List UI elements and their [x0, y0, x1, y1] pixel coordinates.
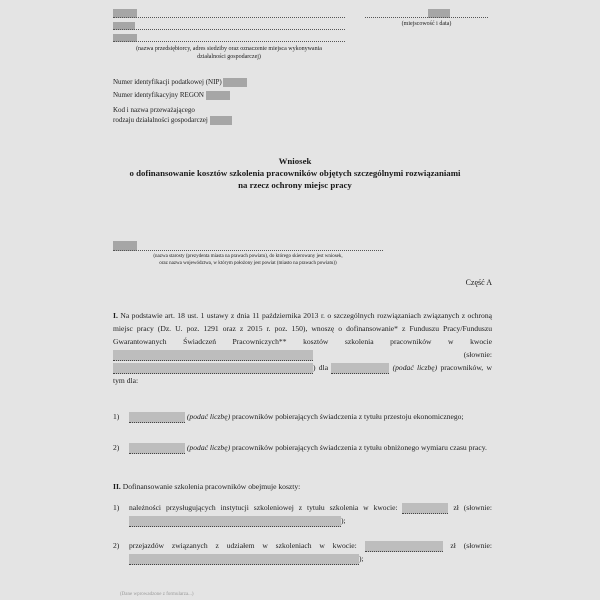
title-line1: Wniosek: [278, 156, 312, 166]
addressee-caption-line2: oraz nazwa województwa, w którym położony jest powiat (miasto na prawach powiatu)): [159, 261, 337, 266]
section-1-paragraph: Na podstawie art. 18 ust. 1 ustawy z dnia 11 października 2013 r. o szczególnych rozwiązaniach związanych z ochroną miejsc pracy (Dz. U. poz. 1291 oraz z 2015 r. poz. 150), wnoszę o dofinansowanie* z Funduszu Pracy/Funduszu Gwarantowanych Świadczeń Pracowniczych** kosztów szkolenia pracowników w kwocie: [113, 311, 492, 346]
training-fee-words-field[interactable]: [129, 516, 341, 527]
travel-cost-field[interactable]: [365, 541, 443, 552]
worker-count-field[interactable]: [331, 363, 389, 374]
section-2-intro-text: Dofinansowanie szkolenia pracowników obejmuje koszty:: [122, 482, 301, 491]
section-2-item-1-num: 1): [113, 503, 120, 512]
regon-row: [113, 90, 230, 100]
page-footer: (Dane wprowadzone z formularza...): [120, 592, 194, 597]
dla-label: ) dla: [313, 363, 329, 372]
place-date-caption: (miejscowość i data): [401, 21, 452, 27]
part-label: Część A: [465, 278, 492, 287]
title-line3: na rzecz ochrony miejsc pracy: [238, 180, 352, 190]
document-title: [95, 155, 495, 191]
addressee-caption-line1: (nazwa starosty (prezydenta miasta na prawach powiatu), do którego skierowany jest wniosek,: [153, 254, 343, 259]
item-2-text: pracowników pobierających świadczenia z tytułu obniżonego wymiaru czasu pracy.: [232, 443, 487, 452]
amount-words-field[interactable]: [113, 363, 313, 374]
section-1-item-2-num: 2): [113, 443, 120, 452]
section-2-intro: [113, 480, 492, 493]
zl-slownie-1: zł (słownie:: [453, 503, 493, 512]
item-1-text: pracowników pobierających świadczenia z tytułu przestoju ekonomicznego;: [232, 412, 464, 421]
workers-in-that: pracowników, w tym: [113, 363, 492, 385]
section-1: [113, 309, 492, 387]
company-caption: [113, 45, 345, 61]
item-1-hint: (podać liczbę): [186, 412, 231, 421]
section-2-item-1-end: );: [341, 516, 346, 525]
section-1-item-1: [113, 410, 492, 423]
zl-label-2: zł: [450, 541, 456, 550]
pkd-label-line1: Kod i nazwa przeważającego: [113, 106, 195, 114]
amount-field[interactable]: [113, 350, 313, 361]
item-2-count-field[interactable]: [129, 443, 185, 454]
company-line-2: [113, 29, 345, 30]
company-caption-line1: (nazwa przedsiębiorcy, adres siedziby oraz oznaczenie miejsca wykonywania: [136, 46, 322, 52]
slownie-label-2: (słownie:: [463, 541, 492, 550]
section-2-number: II.: [113, 482, 121, 491]
section-2-item-2: [113, 539, 492, 565]
pkd-row: [113, 105, 232, 125]
dla-colon: dla:: [126, 376, 139, 385]
pkd-label-line2: rodzaju działalności gospodarczej: [113, 116, 208, 124]
title-line2: o dofinansowanie kosztów szkolenia pracowników objętych szczególnymi rozwiązaniami: [129, 168, 461, 178]
section-2-item-2-end: );: [359, 554, 364, 563]
travel-cost-words-field[interactable]: [129, 554, 359, 565]
podac-liczbe-hint: (podać liczbę): [392, 363, 438, 372]
company-line-1: [113, 17, 345, 18]
nip-row: [113, 77, 247, 87]
section-2-item-1-text: należności przysługujących instytucji szkoleniowej z tytułu szkolenia w kwocie:: [129, 503, 398, 512]
section-1-item-1-num: 1): [113, 412, 120, 421]
nip-label: Numer identyfikacji podatkowej (NIP): [113, 78, 222, 86]
section-1-item-2: [113, 441, 492, 454]
regon-value-redacted: [206, 91, 230, 100]
addressee-caption: [113, 253, 383, 267]
nip-value-redacted: [223, 78, 247, 87]
section-2-item-1: [113, 501, 492, 527]
section-2-item-2-text: przejazdów związanych z udziałem w szkoleniach w kwocie:: [129, 541, 357, 550]
regon-label: Numer identyfikacyjny REGON: [113, 91, 204, 99]
training-fee-field[interactable]: [402, 503, 448, 514]
pkd-value-redacted: [210, 116, 232, 125]
slownie-label: (słownie:: [463, 350, 492, 359]
company-line-3: [113, 41, 345, 42]
section-2-item-2-num: 2): [113, 541, 120, 550]
section-1-number: I.: [113, 311, 118, 320]
addressee-line: [113, 250, 383, 251]
item-2-hint: (podać liczbę): [186, 443, 231, 452]
company-caption-line2: działalności gospodarczej): [197, 54, 261, 60]
item-1-count-field[interactable]: [129, 412, 185, 423]
place-date-line: [365, 17, 488, 18]
